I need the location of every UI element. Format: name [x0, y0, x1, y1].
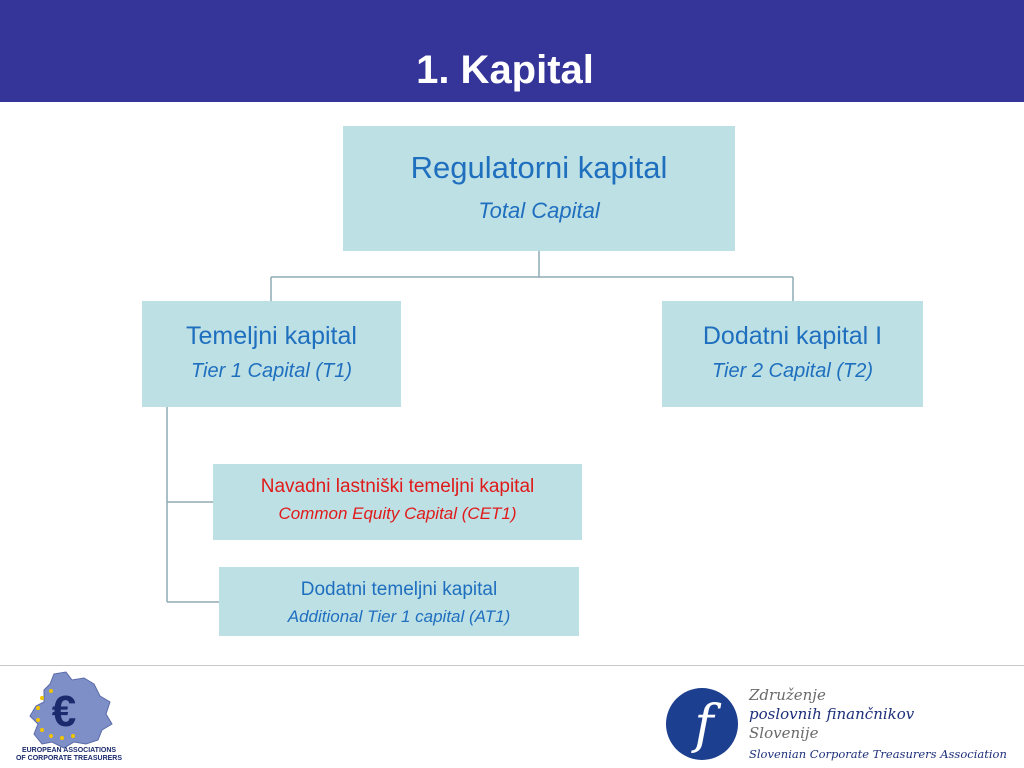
at1-box [219, 567, 579, 636]
slide-title: 1. Kapital [416, 48, 594, 92]
total-capital-label: Regulatorni kapital [410, 150, 668, 185]
total-capital-sublabel: Total Capital [478, 198, 600, 223]
eact-line1: EUROPEAN ASSOCIATIONS [21, 747, 117, 754]
tier2-capital-box [662, 301, 923, 407]
zpf-line2: poslovnih finančnikov [749, 705, 915, 723]
cet1-sublabel: Common Equity Capital (CET1) [278, 504, 517, 523]
cet1-label: Navadni lastniški temeljni kapital [260, 476, 535, 497]
eact-logo-text [14, 747, 124, 763]
zpf-line1: Združenje [749, 686, 826, 704]
svg-text:€: € [51, 687, 77, 736]
total-capital-box [343, 126, 735, 251]
footer-divider [0, 665, 1024, 666]
tier1-capital-box [142, 301, 401, 407]
at1-sublabel: Additional Tier 1 capital (AT1) [287, 607, 511, 626]
zpf-logo-text [749, 686, 1007, 764]
tier2-label: Dodatni kapital I [702, 322, 883, 350]
zpf-line3: Slovenije [749, 724, 819, 742]
tier2-sublabel: Tier 2 Capital (T2) [712, 360, 873, 382]
svg-text:f: f [694, 695, 714, 755]
cet1-box [213, 464, 582, 540]
tier1-label: Temeljni kapital [186, 322, 357, 350]
at1-label: Dodatni temeljni kapital [300, 579, 498, 600]
zpf-line4: Slovenian Corporate Treasurers Association [749, 747, 1007, 761]
tier1-sublabel: Tier 1 Capital (T1) [191, 360, 352, 382]
f-letter-circle-icon [664, 684, 740, 764]
eact-line2: OF CORPORATE TREASURERS [15, 755, 123, 762]
